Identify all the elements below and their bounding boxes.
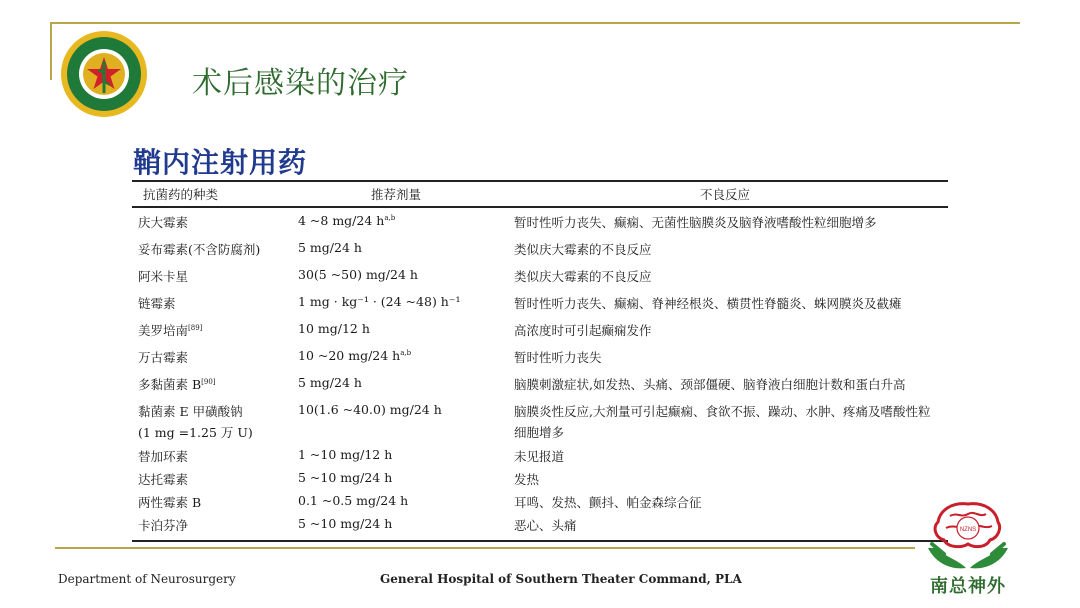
drug-name: 阿米卡星 xyxy=(138,269,189,284)
adverse-reaction: 耳鸣、发热、颤抖、帕金森综合征 xyxy=(514,495,702,510)
dose: 1 mg · kg⁻¹ · (24 ~48) h⁻¹ xyxy=(298,294,461,309)
header-recommended-dose: 推荐剂量 xyxy=(371,187,422,202)
dose: 5 mg/24 h xyxy=(298,240,362,255)
department-label: Department of Neurosurgery xyxy=(58,572,236,586)
hospital-emblem-logo xyxy=(60,30,148,118)
table-bottom-rule xyxy=(132,540,948,542)
drug-name: 替加环素 xyxy=(138,449,189,464)
header-drug-class: 抗菌药的种类 xyxy=(143,187,219,202)
adverse-reaction: 高浓度时可引起癫痫发作 xyxy=(514,323,652,338)
slide-title: 术后感染的治疗 xyxy=(192,66,409,101)
table-header-rule xyxy=(132,206,948,208)
adverse-reaction: 未见报道 xyxy=(514,449,565,464)
dose: 5 ~10 mg/24 h xyxy=(298,470,393,485)
svg-text:NZNS: NZNS xyxy=(959,527,977,533)
drug-name: 两性霉素 B xyxy=(138,495,202,510)
nzns-neurosurgery-logo xyxy=(922,498,1014,576)
drug-name-line2: (1 mg =1.25 万 U) xyxy=(138,425,253,440)
adverse-reaction: 发热 xyxy=(514,472,540,487)
drug-name: 达托霉素 xyxy=(138,472,189,487)
dose: 0.1 ~0.5 mg/24 h xyxy=(298,493,409,508)
dose: 10(1.6 ~40.0) mg/24 h xyxy=(298,402,442,417)
dose: 10 mg/12 h xyxy=(298,321,370,336)
drug-name: 链霉素 xyxy=(138,296,176,311)
drug-name: 黏菌素 E 甲磺酸钠 xyxy=(138,404,243,419)
top-divider xyxy=(50,22,1020,24)
hospital-name-label: General Hospital of Southern Theater Command, PLA xyxy=(380,572,742,586)
adverse-reaction: 脑膜刺激症状,如发热、头痛、颈部僵硬、脑脊液白细胞计数和蛋白升高 xyxy=(514,377,906,392)
section-heading: 鞘内注射用药 xyxy=(133,146,308,179)
adverse-reaction: 暂时性听力丧失、癫痫、无菌性脑膜炎及脑脊液嗜酸性粒细胞增多 xyxy=(514,215,877,230)
drug-name: 妥布霉素(不含防腐剂) xyxy=(138,242,261,257)
header-adverse-reactions: 不良反应 xyxy=(700,187,751,202)
adverse-reaction: 恶心、头痛 xyxy=(514,518,577,533)
dose: 1 ~10 mg/12 h xyxy=(298,447,393,462)
drug-name: 庆大霉素 xyxy=(138,215,189,230)
adverse-reaction: 类似庆大霉素的不良反应 xyxy=(514,242,652,257)
dose: 30(5 ~50) mg/24 h xyxy=(298,267,418,282)
bottom-divider xyxy=(55,547,915,549)
adverse-reaction: 脑膜炎性反应,大剂量可引起癫痫、食欲不振、躁动、水肿、疼痛及嗜酸性粒 xyxy=(514,404,931,419)
drug-name: 美罗培南[89] xyxy=(138,323,203,338)
drug-name: 多黏菌素 B[90] xyxy=(138,377,216,392)
left-divider xyxy=(50,22,52,80)
adverse-reaction: 类似庆大霉素的不良反应 xyxy=(514,269,652,284)
dose: 5 mg/24 h xyxy=(298,375,362,390)
drug-name: 万古霉素 xyxy=(138,350,189,365)
dose: 4 ~8 mg/24 $h^{a,b}$ xyxy=(298,213,396,228)
adverse-reaction: 暂时性听力丧失 xyxy=(514,350,602,365)
table-top-rule xyxy=(132,180,948,182)
dose: 10 ~20 mg/24 $h^{a,b}$ xyxy=(298,348,412,363)
logo-caption: 南总神外 xyxy=(930,576,1006,597)
dose: 5 ~10 mg/24 h xyxy=(298,516,393,531)
adverse-reaction-line2: 细胞增多 xyxy=(514,425,565,440)
drug-name: 卡泊芬净 xyxy=(138,518,189,533)
adverse-reaction: 暂时性听力丧失、癫痫、脊神经根炎、横贯性脊髓炎、蛛网膜炎及截瘫 xyxy=(514,296,902,311)
